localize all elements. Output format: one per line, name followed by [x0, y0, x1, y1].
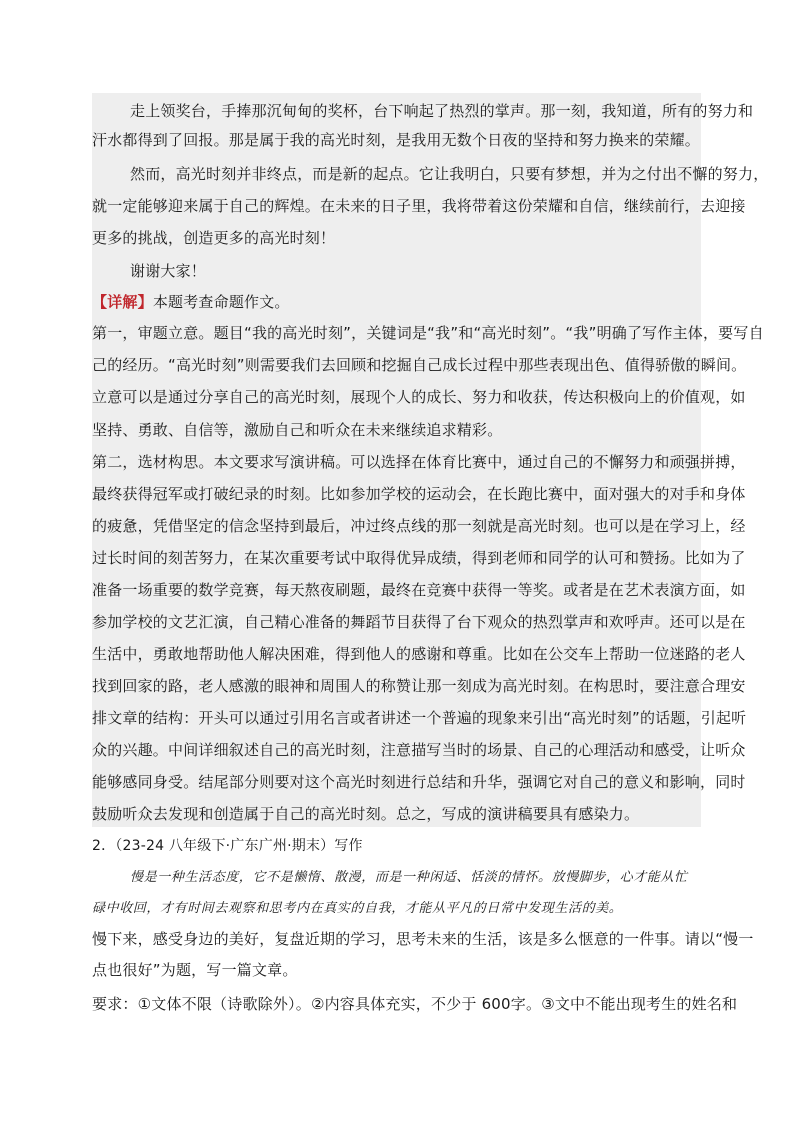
analysis-intro: 本题考查命题作文。: [152, 293, 290, 311]
analysis-line: 排文章的结构：开头可以通过引用名言或者讲述一个普遍的现象来引出“高光时刻”的话题，引起听: [92, 709, 747, 727]
speech-p1-line-1: 走上领奖台，手捧那沉甸甸的奖杯，台下响起了热烈的掌声。那一刻，我知道，所有的努力和: [130, 102, 754, 120]
analysis-line: 最终获得冠军或打破纪录的时刻。比如参加学校的运动会，在长跑比赛中，面对强大的对手和身体: [92, 485, 746, 503]
analysis-line: 己的经历。“高光时刻”则需要我们去回顾和挖掘自己成长过程中那些表现出色、值得骄傲的瞬间。: [92, 356, 747, 374]
question-2-requirements: 要求：①文体不限（诗歌除外）。②内容具体充实，不少于 600字。③文中不能出现考生的姓名和: [92, 995, 738, 1013]
question-2-quote-line-2: 碌中收回，才有时间去观察和思考内在真实的自我，才能从平凡的日常中发现生活的美。: [92, 901, 623, 916]
question-2-header: 2．（23-24 八年级下·广东广州·期末）写作: [92, 838, 363, 854]
analysis-line: 立意可以是通过分享自己的高光时刻，展现个人的成长、努力和收获，传达积极向上的价值观，如: [92, 388, 746, 406]
analysis-line: 坚持、勇敢、自信等，激励自己和听众在未来继续追求精彩。: [92, 421, 503, 439]
analysis-line: 准备一场重要的数学竞赛，每天熬夜刷题，最终在竞赛中获得一等奖。或者是在艺术表演方面，如: [92, 581, 746, 599]
speech-p2-line-2: 就一定能够迎来属于自己的辉煌。在未来的日子里，我将带着这份荣耀和自信，继续前行，去迎接: [92, 197, 746, 215]
analysis-line: 第一，审题立意。题目“我的高光时刻”，关键词是“我”和“高光时刻”。“我”明确了写作主体，要写自: [92, 324, 764, 342]
analysis-tag: 【详解】: [92, 293, 153, 311]
speech-p2-line-1: 然而，高光时刻并非终点，而是新的起点。它让我明白，只要有梦想，并为之付出不懈的努力，: [130, 165, 769, 183]
analysis-line: 的疲惫，凭借坚定的信念坚持到最后，冲过终点线的那一刻就是高光时刻。也可以是在学习上，经: [92, 517, 746, 535]
analysis-heading: [92, 292, 290, 312]
analysis-line: 能够感同身受。结尾部分则要对这个高光时刻进行总结和升华，强调它对自己的意义和影响，同时: [92, 773, 746, 791]
analysis-line: 第二，选材构思。本文要求写演讲稿。可以选择在体育比赛中，通过自己的不懈努力和顽强拼搏，: [92, 453, 746, 471]
question-2-prompt-line-2: 点也很好”为题，写一篇文章。: [92, 961, 298, 979]
speech-p2-line-3: 更多的挑战，创造更多的高光时刻！: [92, 229, 336, 247]
analysis-line: 众的兴趣。中间详细叙述自己的高光时刻，注意描写当时的场景、自己的心理活动和感受，让听众: [92, 741, 746, 759]
analysis-line: 鼓励听众去发现和创造属于自己的高光时刻。总之，写成的演讲稿要具有感染力。: [92, 805, 640, 823]
analysis-line: 参加学校的文艺汇演，自己精心准备的舞蹈节目获得了台下观众的热烈掌声和欢呼声。还可以是在: [92, 613, 746, 631]
analysis-line: 生活中，勇敢地帮助他人解决困难，得到他人的感谢和尊重。比如在公交车上帮助一位迷路的老人: [92, 645, 746, 663]
speech-p1-line-2: 汗水都得到了回报。那是属于我的高光时刻，是我用无数个日夜的坚持和努力换来的荣耀。: [92, 131, 701, 149]
speech-closing: 谢谢大家！: [130, 262, 207, 280]
question-2-prompt-line-1: 慢下来，感受身边的美好，复盘近期的学习，思考未来的生活，该是多么惬意的一件事。请以“慢一: [92, 930, 754, 948]
question-2-quote-line-1: 慢是一种生活态度，它不是懒惰、散漫，而是一种闲适、恬淡的情怀。放慢脚步，心才能从忙: [130, 870, 688, 885]
analysis-line: 找到回家的路，老人感激的眼神和周围人的称赞让那一刻成为高光时刻。在构思时，要注意合理安: [92, 677, 746, 695]
analysis-line: 过长时间的刻苦努力，在某次重要考试中取得优异成绩，得到老师和同学的认可和赞扬。比如为了: [92, 549, 746, 567]
